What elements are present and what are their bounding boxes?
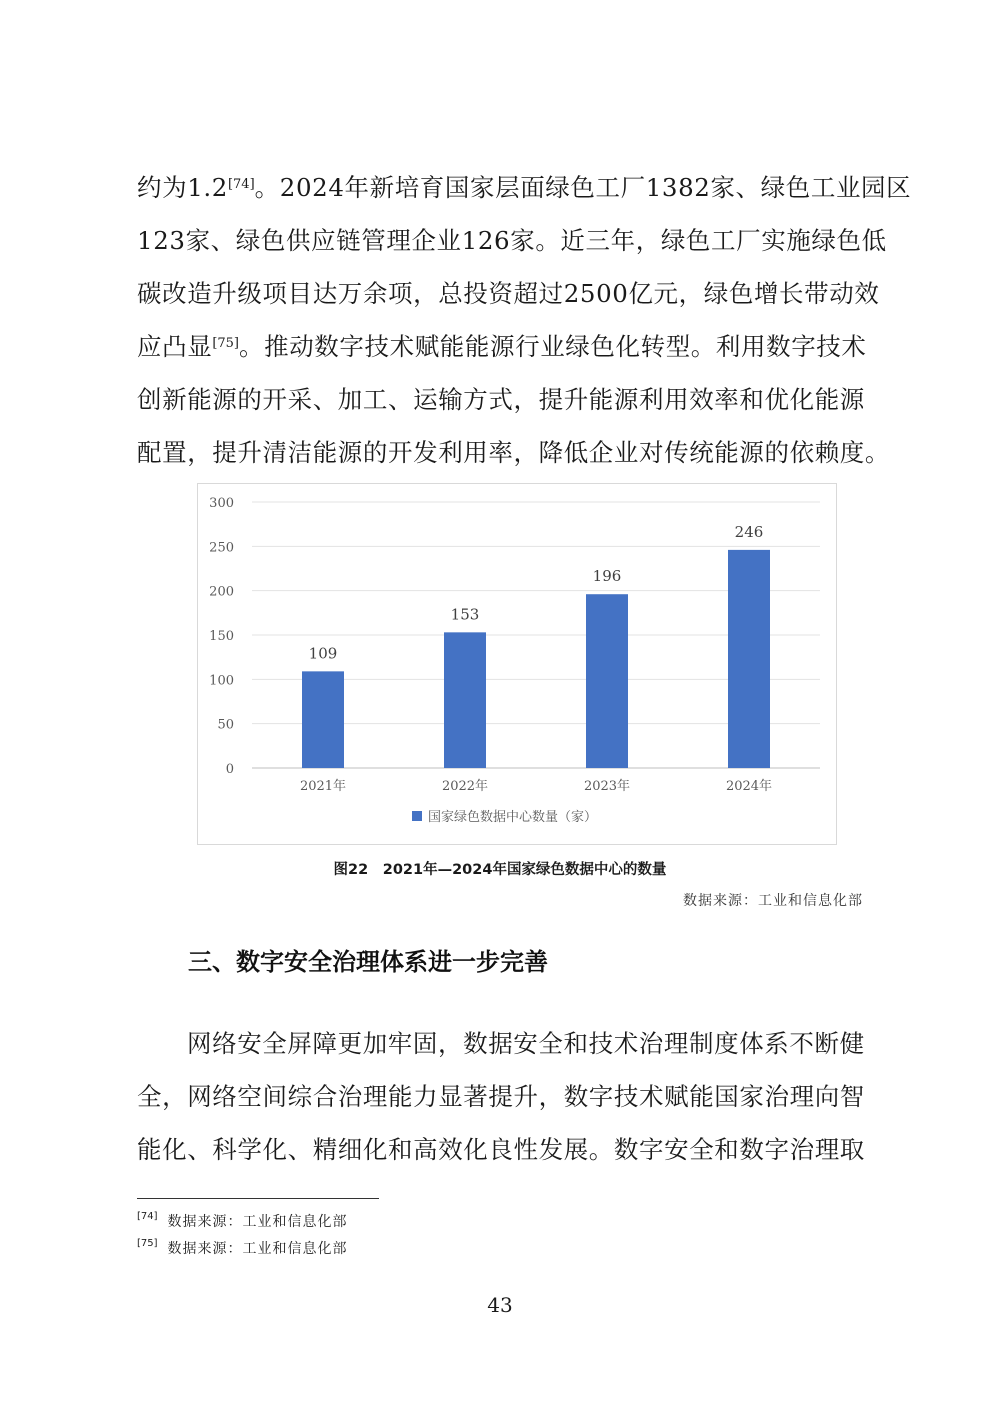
y-tick-label: 50 xyxy=(217,717,234,733)
legend-label: 国家绿色数据中心数量（家） xyxy=(428,810,598,825)
x-tick-label: 2021年 xyxy=(299,779,347,794)
bar xyxy=(586,594,628,768)
footnote-ref[interactable]: [75] xyxy=(212,336,239,351)
paragraph-line: 约为1.2[74]。2024年新培育国家层面绿色工厂1382家、绿色工业园区 xyxy=(137,173,912,202)
paragraph-line: 网络安全屏障更加牢固，数据安全和技术治理制度体系不断健 xyxy=(187,1029,865,1058)
paragraph-line: 123家、绿色供应链管理企业126家。近三年，绿色工厂实施绿色低 xyxy=(137,226,887,255)
legend-swatch xyxy=(412,811,422,821)
y-tick-label: 100 xyxy=(209,673,234,689)
paragraph-line: 创新能源的开采、加工、运输方式，提升能源利用效率和优化能源 xyxy=(137,385,865,414)
paragraph-line: 全，网络空间综合治理能力显著提升，数字技术赋能国家治理向智 xyxy=(137,1082,865,1111)
y-tick-label: 300 xyxy=(209,496,234,511)
bar xyxy=(302,671,344,768)
data-label: 196 xyxy=(592,567,622,586)
footnote-divider xyxy=(137,1198,379,1199)
bar xyxy=(444,632,486,768)
paragraph-line: 应凸显[75]。推动数字技术赋能能源行业绿色化转型。利用数字技术 xyxy=(137,332,867,361)
paragraph-line: 配置，提升清洁能源的开发利用率，降低企业对传统能源的依赖度。 xyxy=(137,438,890,467)
section-heading: 三、数字安全治理体系进一步完善 xyxy=(188,948,548,976)
footnote: [75] 数据来源：工业和信息化部 xyxy=(137,1238,348,1257)
footnote: [74] 数据来源：工业和信息化部 xyxy=(137,1211,348,1230)
page-number: 43 xyxy=(487,1293,513,1317)
figure-source: 数据来源：工业和信息化部 xyxy=(683,893,863,909)
y-tick-label: 150 xyxy=(209,629,234,644)
chart-container xyxy=(197,483,837,845)
x-tick-label: 2022年 xyxy=(441,779,489,794)
data-label: 153 xyxy=(450,605,480,624)
paragraph-line: 能化、科学化、精细化和高效化良性发展。数字安全和数字治理取 xyxy=(137,1135,865,1164)
y-tick-label: 0 xyxy=(225,762,234,777)
x-tick-label: 2024年 xyxy=(725,779,773,794)
bar xyxy=(728,550,770,768)
data-label: 109 xyxy=(308,644,338,663)
bar-chart xyxy=(198,484,836,844)
data-label: 246 xyxy=(734,522,764,541)
y-tick-label: 250 xyxy=(209,540,234,556)
paragraph-line: 碳改造升级项目达万余项，总投资超过2500亿元，绿色增长带动效 xyxy=(137,279,880,308)
figure-caption: 图22 2021年—2024年国家绿色数据中心的数量 xyxy=(333,862,667,878)
footnote-ref[interactable]: [74] xyxy=(227,177,255,192)
y-tick-label: 200 xyxy=(209,584,234,600)
x-tick-label: 2023年 xyxy=(583,779,631,794)
